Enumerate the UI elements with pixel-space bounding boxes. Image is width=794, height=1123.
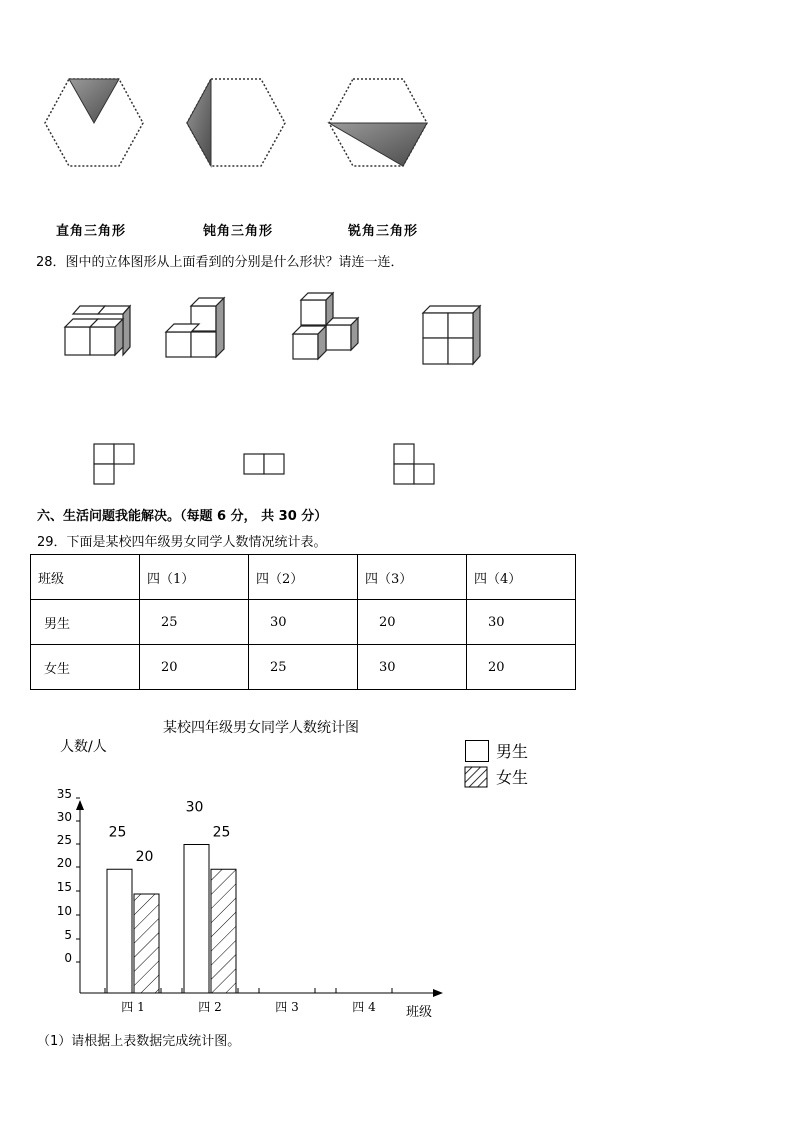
solid-figure-2: [166, 298, 224, 357]
y-tick-label: 25: [56, 833, 72, 847]
table-header-cell: 班级: [31, 555, 140, 600]
data-label: 25: [212, 824, 231, 841]
hexagon-obtuse-triangle: [187, 79, 285, 166]
table-row-label: 女生: [31, 645, 140, 690]
table-cell: 20: [467, 645, 576, 690]
data-label: 20: [135, 849, 154, 865]
sub-question-1-text: （1）请根据上表数据完成统计图。: [37, 1034, 241, 1049]
solid-figure-1: [65, 306, 130, 355]
top-view-3: [394, 444, 434, 484]
hexagon-acute-triangle: [329, 79, 427, 166]
table-cell: 25: [249, 645, 358, 690]
data-label: 25: [108, 824, 127, 841]
y-tick-label: 30: [56, 810, 72, 824]
table-row: [31, 645, 576, 690]
hexagon-figures: [0, 0, 794, 250]
table-header-row: [31, 555, 576, 600]
bar-girls: [134, 894, 159, 993]
solid-figure-4: [423, 306, 480, 364]
bar-boys: [184, 845, 209, 994]
table-cell: 30: [358, 645, 467, 690]
y-tick-label: 35: [56, 787, 72, 801]
x-category-label: 四 2: [198, 1000, 222, 1014]
triangle-label-obtuse: 钝角三角形: [203, 224, 274, 239]
y-tick-label: 15: [56, 880, 72, 894]
stats-table: [30, 554, 576, 690]
table-cell: 20: [140, 645, 249, 690]
chart-title: 某校四年级男女同学人数统计图: [163, 720, 359, 736]
table-header-cell: 四（2）: [249, 555, 358, 600]
x-axis-label: 班级: [406, 1005, 433, 1020]
table-cell: 20: [358, 600, 467, 645]
y-axis-arrow: [76, 800, 84, 810]
y-tick-label: 20: [56, 856, 72, 870]
question-28-text: 28．图中的立体图形从上面看到的分别是什么形状？请连一连．: [36, 255, 404, 270]
table-header-cell: 四（4）: [467, 555, 576, 600]
triangle-label-right: 直角三角形: [56, 224, 127, 239]
hexagon-right-triangle: [45, 79, 143, 166]
table-header-cell: 四（1）: [140, 555, 249, 600]
chart-y-axis-label: 人数/人: [60, 739, 107, 755]
legend-label-girls: 女生: [496, 768, 529, 787]
data-label: 30: [185, 799, 204, 816]
x-axis-arrow: [433, 989, 443, 997]
table-cell: 30: [467, 600, 576, 645]
cube-figures: [0, 285, 794, 495]
table-cell: 30: [249, 600, 358, 645]
section-6-title: 六、生活问题我能解决。（每题 6 分， 共 30 分）: [37, 509, 328, 524]
bar-boys: [107, 869, 132, 993]
question-29-text: 29．下面是某校四年级男女同学人数情况统计表。: [37, 535, 327, 550]
table-row: [31, 600, 576, 645]
x-category-label: 四 1: [121, 1000, 145, 1014]
x-category-label: 四 3: [275, 1000, 299, 1014]
y-tick-label: 5: [64, 928, 72, 942]
top-view-1: [94, 444, 134, 484]
top-view-2: [244, 454, 284, 474]
legend-swatch-boys: [465, 740, 489, 762]
y-tick-label: 0: [64, 951, 72, 965]
legend-label-boys: 男生: [496, 742, 529, 761]
table-header-cell: 四（3）: [358, 555, 467, 600]
bar-chart: [0, 780, 520, 1030]
solid-figure-3: [293, 293, 358, 359]
triangle-label-acute: 锐角三角形: [348, 224, 419, 239]
y-tick-label: 10: [56, 904, 72, 918]
table-row-label: 男生: [31, 600, 140, 645]
bar-girls: [211, 869, 236, 993]
table-cell: 25: [140, 600, 249, 645]
x-category-label: 四 4: [352, 1000, 376, 1014]
